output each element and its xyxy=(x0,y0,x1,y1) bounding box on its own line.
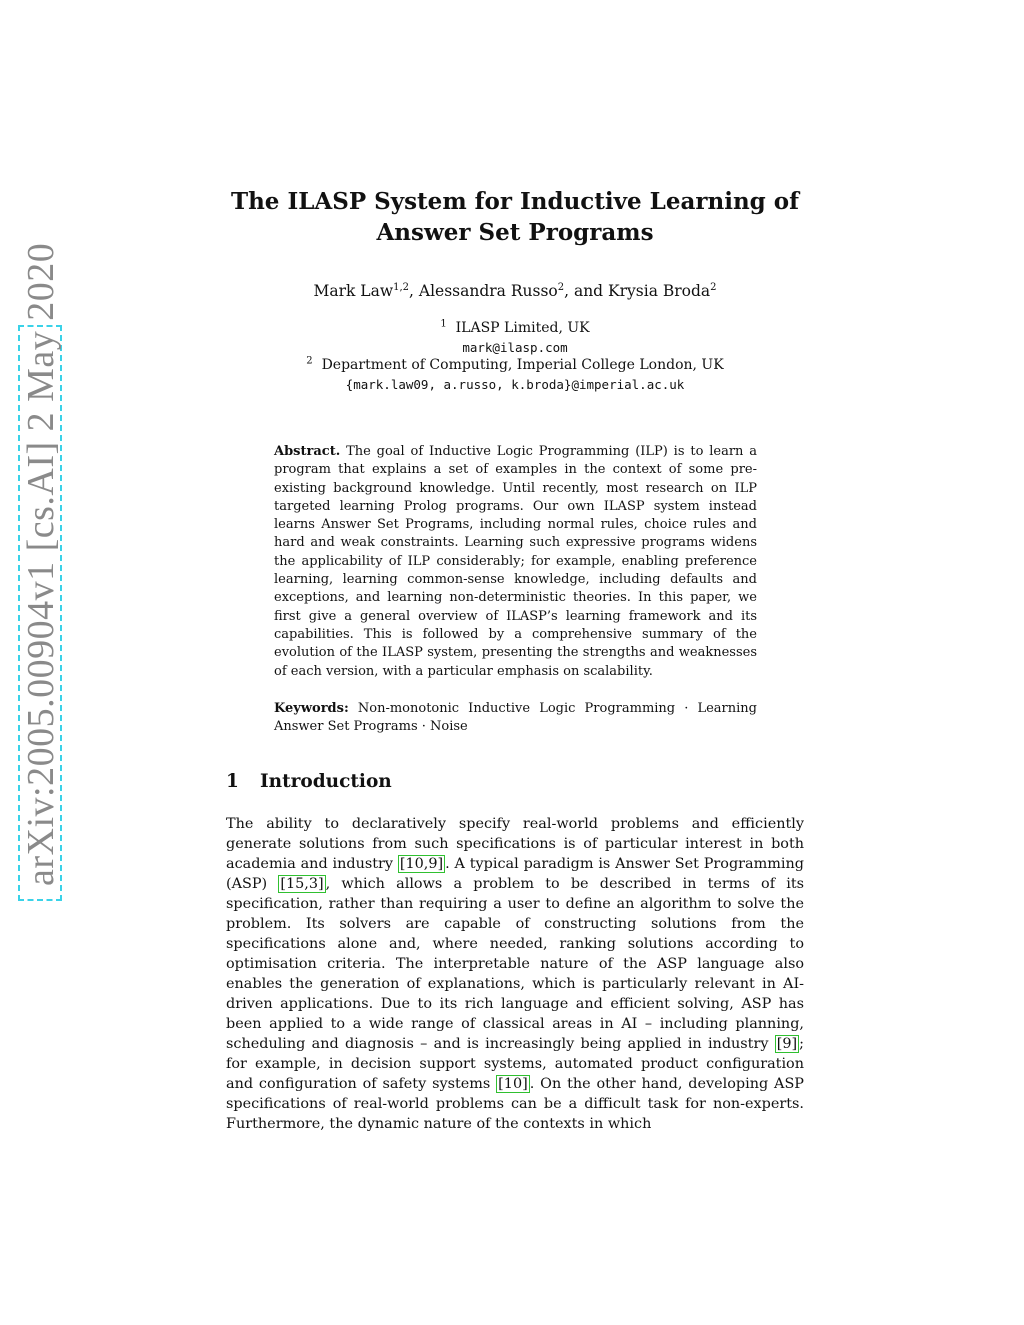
author-list xyxy=(200,282,830,300)
citation-link[interactable]: [15,3] xyxy=(280,876,324,892)
affiliation-number: 2 xyxy=(306,355,313,367)
citation-link[interactable]: [10] xyxy=(498,1076,528,1092)
paper-title xyxy=(200,186,830,248)
intro-text: . A typical paradigm is Answer Set Programming (ASP) xyxy=(226,856,804,892)
keywords-label: Keywords: xyxy=(274,701,349,716)
intro-text: . On the other hand, developing ASP specifications of real-world problems can be a difficult task for non-experts. Furthermore, the dynamic nature of the contexts in which xyxy=(226,1076,804,1132)
section-number: 1 xyxy=(226,771,239,792)
affiliation-2-email[interactable]: {mark.law09, a.russo, k.broda}@imperial.ac.uk xyxy=(345,377,685,392)
author-affil-sup: 2 xyxy=(710,281,717,293)
affiliation-name: Department of Computing, Imperial College London, UK xyxy=(321,357,724,373)
title-line-1: The ILASP System for Inductive Learning of xyxy=(230,188,800,215)
abstract-text: The goal of Inductive Logic Programming (ILP) is to learn a program that explains a set of examples in the context of some pre-existing background knowledge. Until recently, most research on ILP targeted learning Prolog programs. Our own ILASP system instead learns Answer Set Programs, including normal rules, choice rules and hard and weak constraints. Learning such expressive programs widens the applicability of ILP considerably; for example, enabling preference learning, learning common-sense knowledge, including defaults and exceptions, and learning non-deterministic theories. In this paper, we first give a general overview of ILASP’s learning framework and its capabilities. This is followed by a comprehensive summary of the evolution of the ILASP system, presenting the strengths and weaknesses of each version, with a particular emphasis on scalability. xyxy=(274,444,758,679)
affiliation-number: 1 xyxy=(440,318,447,330)
arxiv-identifier[interactable]: arXiv:2005.00904v1 [cs.AI] 2 May 2020 xyxy=(20,242,62,886)
introduction-paragraph xyxy=(226,814,804,1134)
affiliation-1 xyxy=(200,320,830,336)
author-separator: , and xyxy=(564,282,609,300)
author-name: Alessandra Russo xyxy=(418,282,558,300)
intro-text: ; for example, in decision support systems, automated product configuration and configuration of safety systems xyxy=(226,1036,804,1092)
keywords-text: Non-monotonic Inductive Logic Programming · Learning Answer Set Programs · Noise xyxy=(274,701,757,735)
author-name: Krysia Broda xyxy=(608,282,711,300)
intro-text: , which allows a problem to be described in terms of its specification, rather than requiring a user to define an algorithm to solve the problem. Its solvers are capable of constructing solutions from the specifications alone and, where needed, ranking solutions according to optimisation criteria. The interpretable nature of the ASP language also enables the generation of explanations, which is particularly relevant in AI-driven applications. Due to its rich language and efficient solving, ASP has been applied to a wide range of classical areas in AI – including planning, scheduling and diagnosis – and is increasingly being applied in industry xyxy=(226,876,804,1052)
affiliation-2 xyxy=(200,357,830,373)
author-name: Mark Law xyxy=(313,282,394,300)
abstract-label: Abstract. xyxy=(274,444,341,459)
section-title: Introduction xyxy=(260,771,392,792)
citation-link[interactable]: [9] xyxy=(776,1036,798,1052)
author-separator: , xyxy=(409,282,419,300)
author-affil-sup: 2 xyxy=(557,281,565,293)
intro-text: The ability to declaratively specify real-world problems and efficiently generate solutions from such specifications is of particular interest in both academia and industry xyxy=(226,816,804,872)
affiliation-1-email[interactable]: mark@ilasp.com xyxy=(462,340,568,355)
citation-link[interactable]: [10,9] xyxy=(399,856,444,872)
keywords xyxy=(274,700,757,737)
section-heading xyxy=(226,771,392,792)
author-affil-sup: 1,2 xyxy=(393,281,410,293)
affiliation-name: ILASP Limited, UK xyxy=(455,320,590,336)
title-line-2: Answer Set Programs xyxy=(376,219,654,246)
abstract xyxy=(274,443,757,681)
